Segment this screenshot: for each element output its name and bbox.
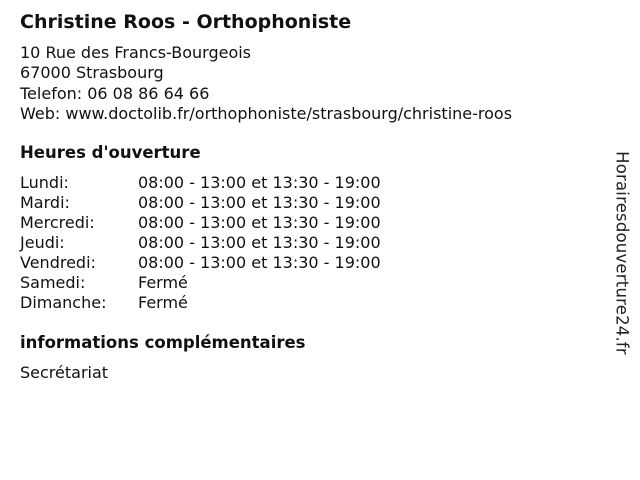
time-value: 08:00 - 13:00 et 13:30 - 19:00 [138, 253, 381, 273]
street-address: 10 Rue des Francs-Bourgeois [20, 43, 252, 62]
time-value: 08:00 - 13:00 et 13:30 - 19:00 [138, 173, 381, 193]
day-label: Mercredi: [20, 213, 95, 233]
website: Web: www.doctolib.fr/orthophoniste/strasbourg/christine-roos [20, 103, 513, 123]
contact-block [20, 43, 610, 124]
hours-row-jeudi [20, 233, 610, 253]
hours-row-lundi [20, 173, 610, 193]
time-value: 08:00 - 13:00 et 13:30 - 19:00 [138, 233, 381, 253]
day-label: Dimanche: [20, 293, 107, 313]
info-heading: informations complémentaires [20, 333, 306, 353]
time-value: 08:00 - 13:00 et 13:30 - 19:00 [138, 213, 381, 233]
time-value: Fermé [138, 273, 188, 293]
hours-table [20, 173, 610, 313]
page-title: Christine Roos - Orthophoniste [20, 11, 352, 33]
hours-heading: Heures d'ouverture [20, 143, 201, 163]
day-label: Jeudi: [20, 233, 65, 253]
time-value: 08:00 - 13:00 et 13:30 - 19:00 [138, 193, 381, 213]
phone-number: Telefon: 06 08 86 64 66 [20, 83, 210, 103]
day-label: Mardi: [20, 193, 70, 213]
day-label: Vendredi: [20, 253, 96, 273]
time-value: Fermé [138, 293, 188, 313]
day-label: Lundi: [20, 173, 69, 193]
site-watermark: Horairesdouverture24.fr [612, 151, 632, 355]
city: 67000 Strasbourg [20, 63, 164, 83]
hours-row-mercredi [20, 213, 610, 233]
info-text: Secrétariat [20, 363, 109, 383]
hours-row-mardi [20, 193, 610, 213]
hours-row-dimanche [20, 293, 610, 313]
hours-row-samedi [20, 273, 610, 293]
business-card [20, 10, 610, 383]
hours-row-vendredi [20, 253, 610, 273]
day-label: Samedi: [20, 273, 86, 293]
